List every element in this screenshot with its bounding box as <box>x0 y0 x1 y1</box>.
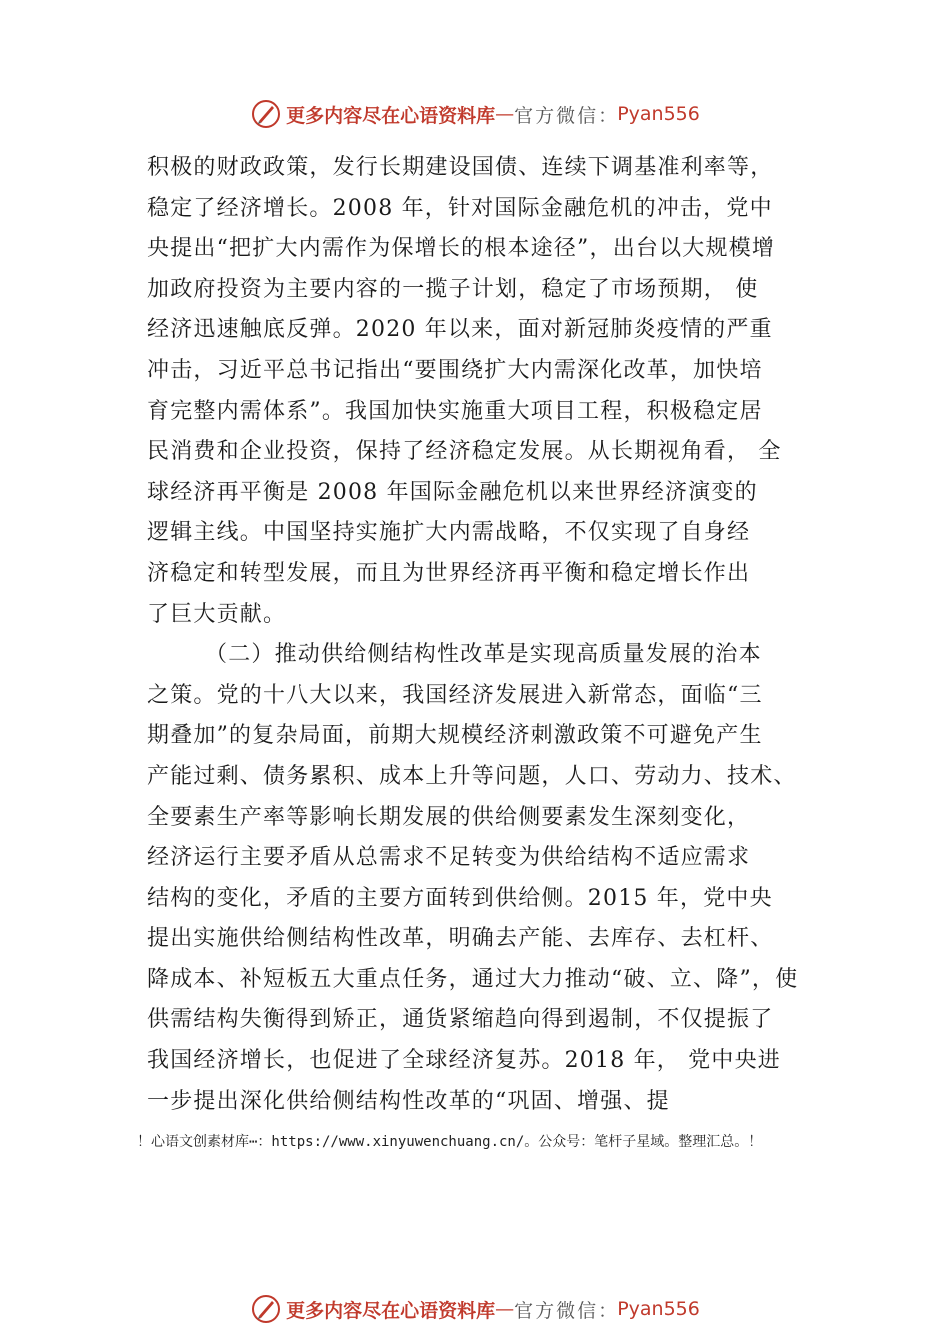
text-line: 了巨大贡献。 <box>147 601 287 627</box>
banner-colon: ： <box>598 104 618 127</box>
document-body <box>147 148 837 1122</box>
text-line: 一步提出深化供给侧结构性改革的“巩固、增强、提 <box>147 1088 670 1114</box>
text-line: 经济运行主要矛盾从总需求不足转变为供给结构不适应需求 <box>147 845 751 871</box>
banner-dash: — <box>495 1298 515 1320</box>
text-line: 结构的变化，矛盾的主要方面转到供给侧。2015 年，党中央 <box>147 885 773 911</box>
text-line: 经济迅速触底反弹。2020 年以来，面对新冠肺炎疫情的严重 <box>147 317 773 343</box>
text-line: 积极的财政政策，发行长期建设国债、连续下调基准利率等， <box>147 155 774 180</box>
banner-main-text: 更多内容尽在心语资料库 <box>286 104 496 127</box>
section-heading: （二）推动供给侧结构性改革是实现高质量发展的治本 <box>205 642 762 668</box>
text-line: 加政府投资为主要内容的一揽子计划，稳定了市场预期， 使 <box>147 276 759 302</box>
text-line: 提出实施供给侧结构性改革，明确去产能、去库存、去杠杆、 <box>147 926 774 952</box>
quill-logo-icon <box>250 98 282 130</box>
text-line: 全要素生产率等影响长期发展的供给侧要素发生深刻变化， <box>147 804 751 830</box>
header-watermark-banner <box>0 94 950 134</box>
text-line: 央提出“把扩大内需作为保增长的根本途径”，出台以大规模增 <box>147 236 776 262</box>
banner-label: 官方微信 <box>514 104 599 127</box>
text-line: 育完整内需体系”。我国加快实施重大项目工程，积极稳定居 <box>147 398 763 424</box>
text-line: 供需结构失衡得到矫正，通货紧缩趋向得到遏制，不仅提振了 <box>147 1007 774 1033</box>
text-line: 之策。党的十八大以来，我国经济发展进入新常态，面临“三 <box>147 682 763 708</box>
text-line: 球经济再平衡是 2008 年国际金融危机以来世界经济演变的 <box>147 479 758 505</box>
text-line: 稳定了经济增长。2008 年，针对国际金融危机的冲击，党中 <box>147 195 773 221</box>
banner-account-id: Pyan556 <box>617 1298 700 1320</box>
text-line: 冲击，习近平总书记指出“要围绕扩大内需深化改革，加快培 <box>147 357 763 383</box>
banner-colon: ： <box>598 1299 618 1322</box>
footnote-source: ！心语文创素材库⋯：https://www.xinyuwenchuang.cn/。公众号：笔杆子星域。整理汇总。！ <box>137 1134 763 1150</box>
text-line: 产能过剩、债务累积、成本上升等问题，人口、劳动力、技术、 <box>147 763 797 789</box>
banner-dash: — <box>495 103 515 125</box>
text-line: 期叠加”的复杂局面，前期大规模经济刺激政策不可避免产生 <box>147 723 763 749</box>
text-line: 降成本、补短板五大重点任务，通过大力推动“破、立、降”，使 <box>147 966 799 992</box>
text-line: 民消费和企业投资，保持了经济稳定发展。从长期视角看， 全 <box>147 439 782 465</box>
banner-main-text: 更多内容尽在心语资料库 <box>286 1299 496 1322</box>
text-line: 逻辑主线。中国坚持实施扩大内需战略，不仅实现了自身经 <box>147 520 751 546</box>
banner-label: 官方微信 <box>514 1299 599 1322</box>
quill-logo-icon <box>250 1293 282 1325</box>
text-line: 济稳定和转型发展，而且为世界经济再平衡和稳定增长作出 <box>147 560 751 586</box>
banner-account-id: Pyan556 <box>617 103 700 125</box>
text-line: 我国经济增长，也促进了全球经济复苏。2018 年， 党中央进 <box>147 1048 781 1074</box>
footer-watermark-banner <box>0 1289 950 1329</box>
